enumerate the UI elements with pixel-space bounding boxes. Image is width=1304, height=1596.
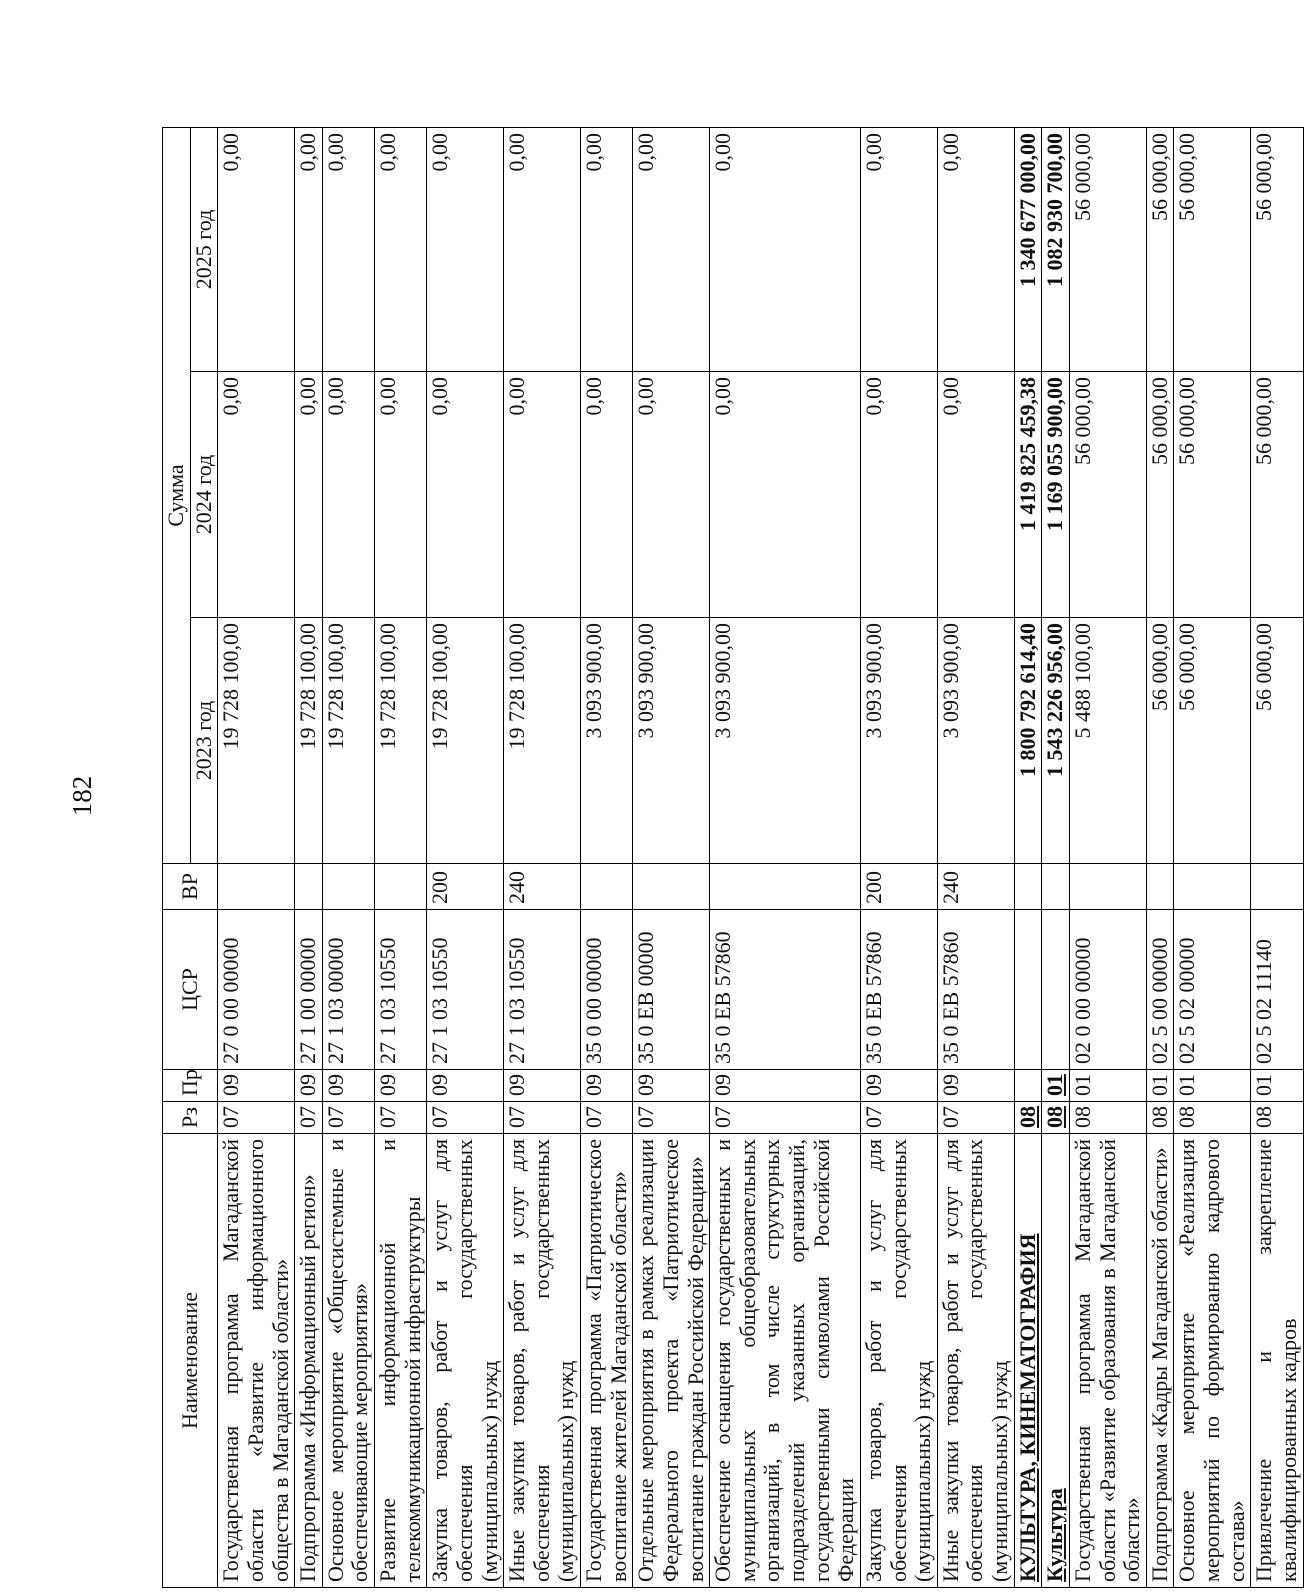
cell-pr: 01 bbox=[1069, 1070, 1146, 1102]
cell-2024: 1 169 055 900,00 bbox=[1042, 372, 1070, 618]
cell-vr bbox=[1014, 864, 1042, 910]
cell-pr: 09 bbox=[322, 1070, 374, 1102]
table-row bbox=[937, 127, 1014, 1587]
cell-csr bbox=[1014, 910, 1042, 1070]
cell-rz: 07 bbox=[427, 1102, 504, 1134]
cell-2025: 0,00 bbox=[295, 127, 323, 371]
cell-2025: 0,00 bbox=[710, 127, 861, 371]
cell-csr: 27 1 03 10550 bbox=[375, 910, 427, 1070]
header-rz: Рз bbox=[163, 1102, 218, 1134]
cell-rz: 07 bbox=[322, 1102, 374, 1134]
cell-2023: 19 728 100,00 bbox=[427, 618, 504, 864]
cell-name: Иные закупки товаров, работ и услуг для обеспечения государственных (муниципальных) нужд bbox=[504, 1134, 581, 1588]
cell-vr: 240 bbox=[504, 864, 581, 910]
cell-rz: 08 bbox=[1042, 1102, 1070, 1134]
table-body bbox=[218, 127, 1303, 1587]
cell-2023: 56 000,00 bbox=[1146, 618, 1174, 864]
cell-csr: 02 5 02 11140 bbox=[1251, 910, 1303, 1070]
cell-name: Подпрограмма «Информационный регион» bbox=[295, 1134, 323, 1588]
cell-2023: 19 728 100,00 bbox=[504, 618, 581, 864]
cell-vr bbox=[322, 864, 374, 910]
cell-2024: 56 000,00 bbox=[1174, 372, 1251, 618]
cell-2023: 19 728 100,00 bbox=[322, 618, 374, 864]
cell-rz: 08 bbox=[1146, 1102, 1174, 1134]
header-csr: ЦСР bbox=[163, 910, 218, 1070]
cell-2023: 19 728 100,00 bbox=[375, 618, 427, 864]
cell-pr bbox=[1014, 1070, 1042, 1102]
cell-vr: 200 bbox=[860, 864, 937, 910]
cell-pr: 09 bbox=[504, 1070, 581, 1102]
budget-table bbox=[162, 127, 1304, 1588]
header-name: Наименование bbox=[163, 1134, 218, 1588]
cell-name: Государственная программа Магаданской области «Развитие информационного общества в Магаданской области» bbox=[218, 1134, 295, 1588]
table-row bbox=[295, 127, 323, 1587]
cell-rz: 07 bbox=[937, 1102, 1014, 1134]
cell-rz: 07 bbox=[375, 1102, 427, 1134]
cell-2025: 56 000,00 bbox=[1069, 127, 1146, 371]
cell-vr bbox=[218, 864, 295, 910]
table-row bbox=[1174, 127, 1251, 1587]
cell-name: Основное мероприятие «Общесистемные и обеспечивающие мероприятия» bbox=[322, 1134, 374, 1588]
cell-csr: 35 0 00 00000 bbox=[581, 910, 633, 1070]
cell-rz: 07 bbox=[860, 1102, 937, 1134]
cell-2025: 0,00 bbox=[218, 127, 295, 371]
cell-csr: 35 0 ЕВ 57860 bbox=[710, 910, 861, 1070]
cell-pr: 09 bbox=[295, 1070, 323, 1102]
cell-pr: 09 bbox=[218, 1070, 295, 1102]
cell-2024: 0,00 bbox=[504, 372, 581, 618]
cell-2024: 0,00 bbox=[581, 372, 633, 618]
cell-2024: 0,00 bbox=[427, 372, 504, 618]
cell-rz: 08 bbox=[1251, 1102, 1303, 1134]
cell-2023: 3 093 900,00 bbox=[710, 618, 861, 864]
cell-pr: 09 bbox=[375, 1070, 427, 1102]
cell-rz: 08 bbox=[1014, 1102, 1042, 1134]
cell-2023: 3 093 900,00 bbox=[860, 618, 937, 864]
cell-2025: 56 000,00 bbox=[1174, 127, 1251, 371]
table-row bbox=[1146, 127, 1174, 1587]
cell-2023: 19 728 100,00 bbox=[218, 618, 295, 864]
cell-2024: 0,00 bbox=[710, 372, 861, 618]
cell-vr bbox=[710, 864, 861, 910]
table-row bbox=[375, 127, 427, 1587]
cell-2023: 3 093 900,00 bbox=[937, 618, 1014, 864]
cell-vr bbox=[1251, 864, 1303, 910]
cell-rz: 07 bbox=[581, 1102, 633, 1134]
table-row bbox=[710, 127, 861, 1587]
cell-2025: 1 340 677 000,00 bbox=[1014, 127, 1042, 371]
cell-rz: 07 bbox=[710, 1102, 861, 1134]
table-row bbox=[504, 127, 581, 1587]
header-pr: Пр bbox=[163, 1070, 218, 1102]
cell-csr: 35 0 ЕВ 57860 bbox=[937, 910, 1014, 1070]
cell-vr: 200 bbox=[427, 864, 504, 910]
cell-pr: 09 bbox=[710, 1070, 861, 1102]
cell-pr: 09 bbox=[581, 1070, 633, 1102]
cell-2025: 0,00 bbox=[504, 127, 581, 371]
cell-name: Закупка товаров, работ и услуг для обеспечения государственных (муниципальных) нужд bbox=[860, 1134, 937, 1588]
cell-vr bbox=[1174, 864, 1251, 910]
cell-csr: 27 1 03 10550 bbox=[427, 910, 504, 1070]
cell-pr: 09 bbox=[427, 1070, 504, 1102]
cell-vr bbox=[1069, 864, 1146, 910]
cell-2024: 56 000,00 bbox=[1146, 372, 1174, 618]
cell-rz: 08 bbox=[1069, 1102, 1146, 1134]
cell-name: Государственная программа Магаданской области «Развитие образования в Магаданской области» bbox=[1069, 1134, 1146, 1588]
cell-2024: 1 419 825 459,38 bbox=[1014, 372, 1042, 618]
cell-vr bbox=[375, 864, 427, 910]
table-row bbox=[1251, 127, 1303, 1587]
cell-pr: 09 bbox=[860, 1070, 937, 1102]
cell-name: Культура bbox=[1042, 1134, 1070, 1588]
cell-csr: 02 5 00 00000 bbox=[1146, 910, 1174, 1070]
cell-2023: 56 000,00 bbox=[1251, 618, 1303, 864]
cell-name: Привлечение и закрепление квалифицированных кадров bbox=[1251, 1134, 1303, 1588]
table-row bbox=[860, 127, 937, 1587]
cell-2025: 0,00 bbox=[937, 127, 1014, 371]
header-2023: 2023 год bbox=[190, 618, 218, 864]
table-row bbox=[322, 127, 374, 1587]
table-row bbox=[1042, 127, 1070, 1587]
cell-name: Закупка товаров, работ и услуг для обеспечения государственных (муниципальных) нужд bbox=[427, 1134, 504, 1588]
cell-name: КУЛЬТУРА, КИНЕМАТОГРАФИЯ bbox=[1014, 1134, 1042, 1588]
cell-2023: 3 093 900,00 bbox=[633, 618, 710, 864]
cell-rz: 08 bbox=[1174, 1102, 1251, 1134]
cell-2023: 5 488 100,00 bbox=[1069, 618, 1146, 864]
cell-2025: 0,00 bbox=[581, 127, 633, 371]
cell-csr: 27 1 03 10550 bbox=[504, 910, 581, 1070]
cell-2023: 56 000,00 bbox=[1174, 618, 1251, 864]
cell-rz: 07 bbox=[218, 1102, 295, 1134]
cell-rz: 07 bbox=[504, 1102, 581, 1134]
cell-2025: 0,00 bbox=[860, 127, 937, 371]
cell-2023: 1 543 226 956,00 bbox=[1042, 618, 1070, 864]
cell-pr: 01 bbox=[1146, 1070, 1174, 1102]
cell-csr: 27 0 00 00000 bbox=[218, 910, 295, 1070]
cell-2024: 0,00 bbox=[322, 372, 374, 618]
header-2025: 2025 год bbox=[190, 127, 218, 371]
header-2024: 2024 год bbox=[190, 372, 218, 618]
cell-csr: 02 5 02 00000 bbox=[1174, 910, 1251, 1070]
cell-csr bbox=[1042, 910, 1070, 1070]
table-row bbox=[1014, 127, 1042, 1587]
table-row bbox=[427, 127, 504, 1587]
cell-2024: 56 000,00 bbox=[1251, 372, 1303, 618]
header-summa: Сумма bbox=[163, 127, 191, 863]
table-header bbox=[163, 127, 218, 1587]
cell-vr bbox=[295, 864, 323, 910]
cell-2024: 0,00 bbox=[860, 372, 937, 618]
cell-2025: 56 000,00 bbox=[1251, 127, 1303, 371]
cell-2024: 56 000,00 bbox=[1069, 372, 1146, 618]
cell-2024: 0,00 bbox=[937, 372, 1014, 618]
cell-rz: 07 bbox=[295, 1102, 323, 1134]
cell-name: Государственная программа «Патриотическое воспитание жителей Магаданской области» bbox=[581, 1134, 633, 1588]
cell-name: Отдельные мероприятия в рамках реализации Федерального проекта «Патриотическое воспитание граждан Российской Федерации» bbox=[633, 1134, 710, 1588]
cell-name: Обеспечение оснащения государственных и муниципальных общеобразовательных организаций, в том числе структурных подразделений указанных организаций, государственными символами Российской Федерации bbox=[710, 1134, 861, 1588]
cell-pr: 09 bbox=[937, 1070, 1014, 1102]
cell-name: Подпрограмма «Кадры Магаданской области» bbox=[1146, 1134, 1174, 1588]
table-row bbox=[581, 127, 633, 1587]
page-number: 182 bbox=[67, 775, 97, 817]
cell-2023: 19 728 100,00 bbox=[295, 618, 323, 864]
cell-2024: 0,00 bbox=[375, 372, 427, 618]
cell-pr: 01 bbox=[1042, 1070, 1070, 1102]
cell-vr: 240 bbox=[937, 864, 1014, 910]
cell-name: Развитие информационной и телекоммуникационной инфраструктуры bbox=[375, 1134, 427, 1588]
table-row bbox=[1069, 127, 1146, 1587]
table-row bbox=[218, 127, 295, 1587]
cell-csr: 27 1 00 00000 bbox=[295, 910, 323, 1070]
rotated-table-container bbox=[162, 128, 1301, 1588]
cell-csr: 35 0 ЕВ 57860 bbox=[860, 910, 937, 1070]
cell-2025: 0,00 bbox=[633, 127, 710, 371]
cell-csr: 27 1 03 00000 bbox=[322, 910, 374, 1070]
cell-2024: 0,00 bbox=[218, 372, 295, 618]
cell-name: Основное мероприятие «Реализация мероприятий по формированию кадрового состава» bbox=[1174, 1134, 1251, 1588]
cell-name: Иные закупки товаров, работ и услуг для обеспечения государственных (муниципальных) нужд bbox=[937, 1134, 1014, 1588]
cell-vr bbox=[1042, 864, 1070, 910]
cell-vr bbox=[633, 864, 710, 910]
cell-pr: 01 bbox=[1174, 1070, 1251, 1102]
cell-2025: 0,00 bbox=[322, 127, 374, 371]
cell-2024: 0,00 bbox=[295, 372, 323, 618]
cell-vr bbox=[1146, 864, 1174, 910]
cell-pr: 01 bbox=[1251, 1070, 1303, 1102]
cell-2025: 56 000,00 bbox=[1146, 127, 1174, 371]
cell-rz: 07 bbox=[633, 1102, 710, 1134]
cell-2024: 0,00 bbox=[633, 372, 710, 618]
cell-csr: 02 0 00 00000 bbox=[1069, 910, 1146, 1070]
cell-vr bbox=[581, 864, 633, 910]
table-row bbox=[633, 127, 710, 1587]
cell-2023: 1 800 792 614,40 bbox=[1014, 618, 1042, 864]
cell-2025: 0,00 bbox=[427, 127, 504, 371]
cell-2025: 0,00 bbox=[375, 127, 427, 371]
cell-csr: 35 0 ЕВ 00000 bbox=[633, 910, 710, 1070]
cell-2025: 1 082 930 700,00 bbox=[1042, 127, 1070, 371]
header-vr: ВР bbox=[163, 864, 218, 910]
cell-2023: 3 093 900,00 bbox=[581, 618, 633, 864]
cell-pr: 09 bbox=[633, 1070, 710, 1102]
